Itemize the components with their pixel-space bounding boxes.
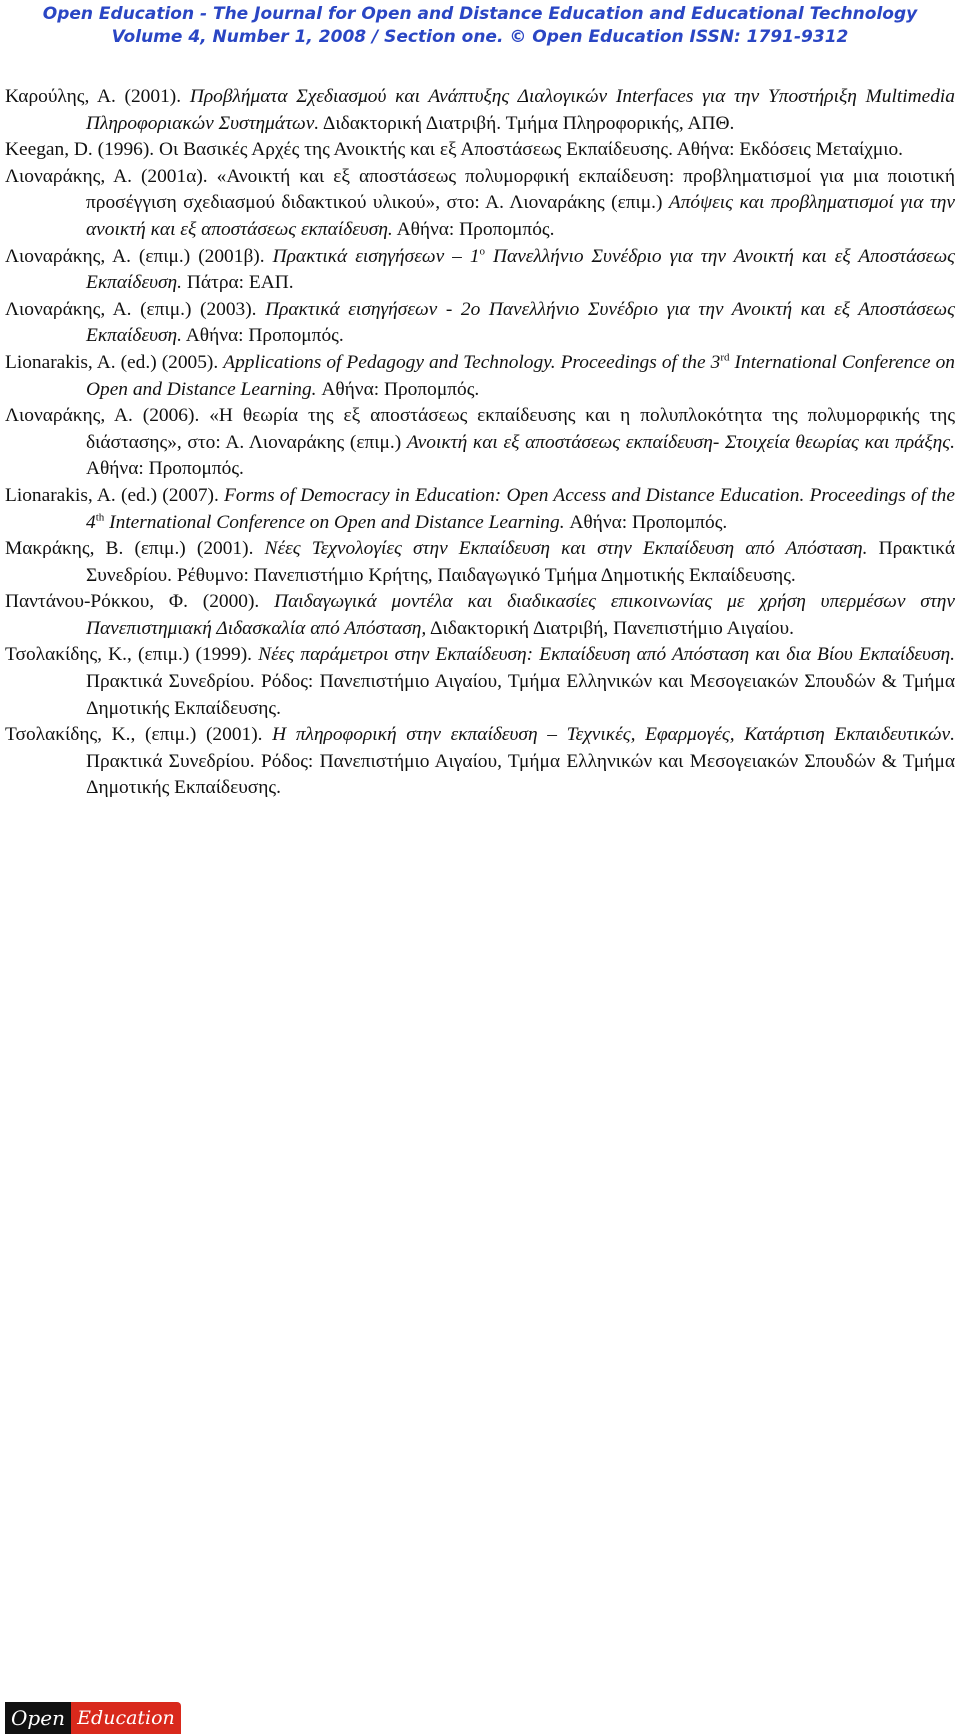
reference-title: International Conference on Open and Distance Learning. xyxy=(86,351,955,400)
reference-details: Πρακτικά Συνεδρίου. Ρόδος: Πανεπιστήμιο Αιγαίου, Τμήμα Ελληνικών και Μεσογειακών Σπουδών & Τμήμα Δημοτικής Εκπαίδευσης. xyxy=(86,671,955,719)
reference-title: Νέες Τεχνολογίες στην Εκπαίδευση και στην Εκπαίδευση από Απόσταση. xyxy=(264,538,868,560)
reference-author: Λιοναράκης, Α. (2001α). xyxy=(5,165,217,187)
reference-title: International Conference on Open and Distance Learning. xyxy=(104,511,565,533)
reference-details: Πρακτικά Συνεδρίου. Ρέθυμνο: Πανεπιστήμιο Κρήτης, Παιδαγωγικό Τμήμα Δημοτικής Εκπαίδευσης. xyxy=(86,538,956,586)
reference-item xyxy=(5,244,955,297)
reference-title: Η πληροφορική στην εκπαίδευση – Τεχνικές, Εφαρμογές, Κατάρτιση Εκπαιδευτικών. xyxy=(272,724,955,746)
reference-details: Αθήνα: Προπομπός. xyxy=(182,325,344,347)
journal-header xyxy=(0,3,960,49)
open-education-logo xyxy=(5,1702,181,1734)
reference-title: Πανελλήνιο Συνέδριο για την Ανοικτή και εξ Αποστάσεως Εκπαίδευση. xyxy=(86,245,956,294)
reference-author: Λιοναράκης, Α. (επιμ.) (2001β). xyxy=(5,245,273,267)
logo-education-block: Education xyxy=(71,1702,181,1734)
reference-item xyxy=(5,483,955,536)
reference-details: Αθήνα: Προπομπός. xyxy=(316,378,480,400)
reference-item xyxy=(5,642,955,722)
reference-details: Αθήνα: Προπομπός. xyxy=(86,458,244,480)
reference-item xyxy=(5,403,955,483)
reference-details: Αθήνα: Προπομπός. xyxy=(564,511,728,533)
journal-title: Open Education - The Journal for Open and Distance Education and Educational Technology xyxy=(42,4,918,24)
ordinal-superscript: rd xyxy=(720,351,730,364)
reference-title: Πρακτικά εισηγήσεων – 1 xyxy=(272,245,480,267)
reference-details: Πρακτικά Συνεδρίου. Ρόδος: Πανεπιστήμιο Αιγαίου, Τμήμα Ελληνικών και Μεσογειακών Σπουδών & Τμήμα Δημοτικής Εκπαίδευσης. xyxy=(86,750,955,799)
reference-details: «Ανοικτή και εξ αποστάσεως πολυμορφική εκπαίδευση: προβληματισμοί για μια ποιοτική προσέγγιση σχεδιασμού διδακτικού υλικού», στο: Α. Λιοναράκης (επιμ.) xyxy=(86,165,955,214)
reference-item xyxy=(5,164,955,244)
reference-author: Λιοναράκης, Α. (επιμ.) (2003). xyxy=(5,298,266,320)
reference-author: Καρούλης, Α. (2001). xyxy=(5,86,190,107)
reference-author: Lionarakis, A. (ed.) (2005). xyxy=(5,351,224,373)
reference-details: Διδακτορική Διατριβή, Πανεπιστήμιο Αιγαίου. xyxy=(426,617,794,639)
reference-author: Lionarakis, A. (ed.) (2007). xyxy=(5,484,225,506)
reference-title: Παιδαγωγικά μοντέλα και διαδικασίες επικοινωνίας με χρήση υπερμέσων στην Πανεπιστημιακή Διδασκαλία από Απόσταση, xyxy=(86,591,955,639)
ordinal-superscript: ο xyxy=(479,245,486,258)
reference-title: Πρακτικά εισηγήσεων - 2ο Πανελλήνιο Συνέδριο για την Ανοικτή και εξ Αποστάσεως Εκπαίδευση. xyxy=(86,298,955,347)
reference-item xyxy=(5,536,955,589)
ordinal-superscript: th xyxy=(95,511,105,524)
reference-author: Λιοναράκης, Α. (2006). xyxy=(5,405,210,427)
reference-item xyxy=(5,84,955,137)
reference-details: Αθήνα: Προπομπός. xyxy=(392,218,555,240)
reference-title: Νέες παράμετροι στην Εκπαίδευση: Εκπαίδευση από Απόσταση και δια Βίου Εκπαίδευση. xyxy=(258,644,955,666)
reference-title: Forms of Democracy in Education: Open Access and Distance Education. Proceedings of the 4 xyxy=(86,484,955,533)
journal-issue-info: Volume 4, Number 1, 2008 / Section one. © Open Education ISSN: 1791-9312 xyxy=(111,27,849,47)
reference-item xyxy=(5,722,955,802)
reference-author: Μακράκης, Β. (επιμ.) (2001). xyxy=(5,538,265,560)
reference-item xyxy=(5,589,955,642)
reference-details: Πάτρα: ΕΑΠ. xyxy=(182,272,294,294)
reference-title: Ανοικτή και εξ αποστάσεως εκπαίδευση- Στοιχεία θεωρίας και πράξης. xyxy=(406,431,955,453)
logo-open-block: Open xyxy=(5,1702,71,1734)
reference-list xyxy=(5,84,955,802)
reference-title: Applications of Pedagogy and Technology. Proceedings of the 3 xyxy=(223,351,721,373)
reference-details: «Η θεωρία της εξ αποστάσεως εκπαίδευσης και η πολυπλοκότητα της πολυμορφικής της διάστασης», στο: Α. Λιοναράκης (επιμ.) xyxy=(86,405,955,453)
reference-details: Οι Βασικές Αρχές της Ανοικτής και εξ Αποστάσεως Εκπαίδευσης. Αθήνα: Εκδόσεις Μεταίχμιο. xyxy=(159,139,904,161)
reference-item xyxy=(5,137,955,164)
reference-author: Παντάνου-Ρόκκου, Φ. (2000). xyxy=(5,591,275,613)
reference-item xyxy=(5,350,955,403)
reference-author: Keegan, D. (1996). xyxy=(5,139,159,161)
reference-details: Διδακτορική Διατριβή. Τμήμα Πληροφορικής, ΑΠΘ. xyxy=(319,112,735,134)
reference-author: Τσολακίδης, Κ., (επιμ.) (1999). xyxy=(5,644,259,666)
reference-title: Απόψεις και προβληματισμοί για την ανοικτή και εξ αποστάσεως εκπαίδευση. xyxy=(86,192,955,240)
reference-title: Προβλήματα Σχεδιασμού και Ανάπτυξης Διαλογικών Interfaces για την Υποστήριξη Multimedia Πληροφοριακών Συστημάτων. xyxy=(86,86,955,134)
reference-author: Τσολακίδης, Κ., (επιμ.) (2001). xyxy=(5,724,273,746)
reference-item xyxy=(5,297,955,350)
